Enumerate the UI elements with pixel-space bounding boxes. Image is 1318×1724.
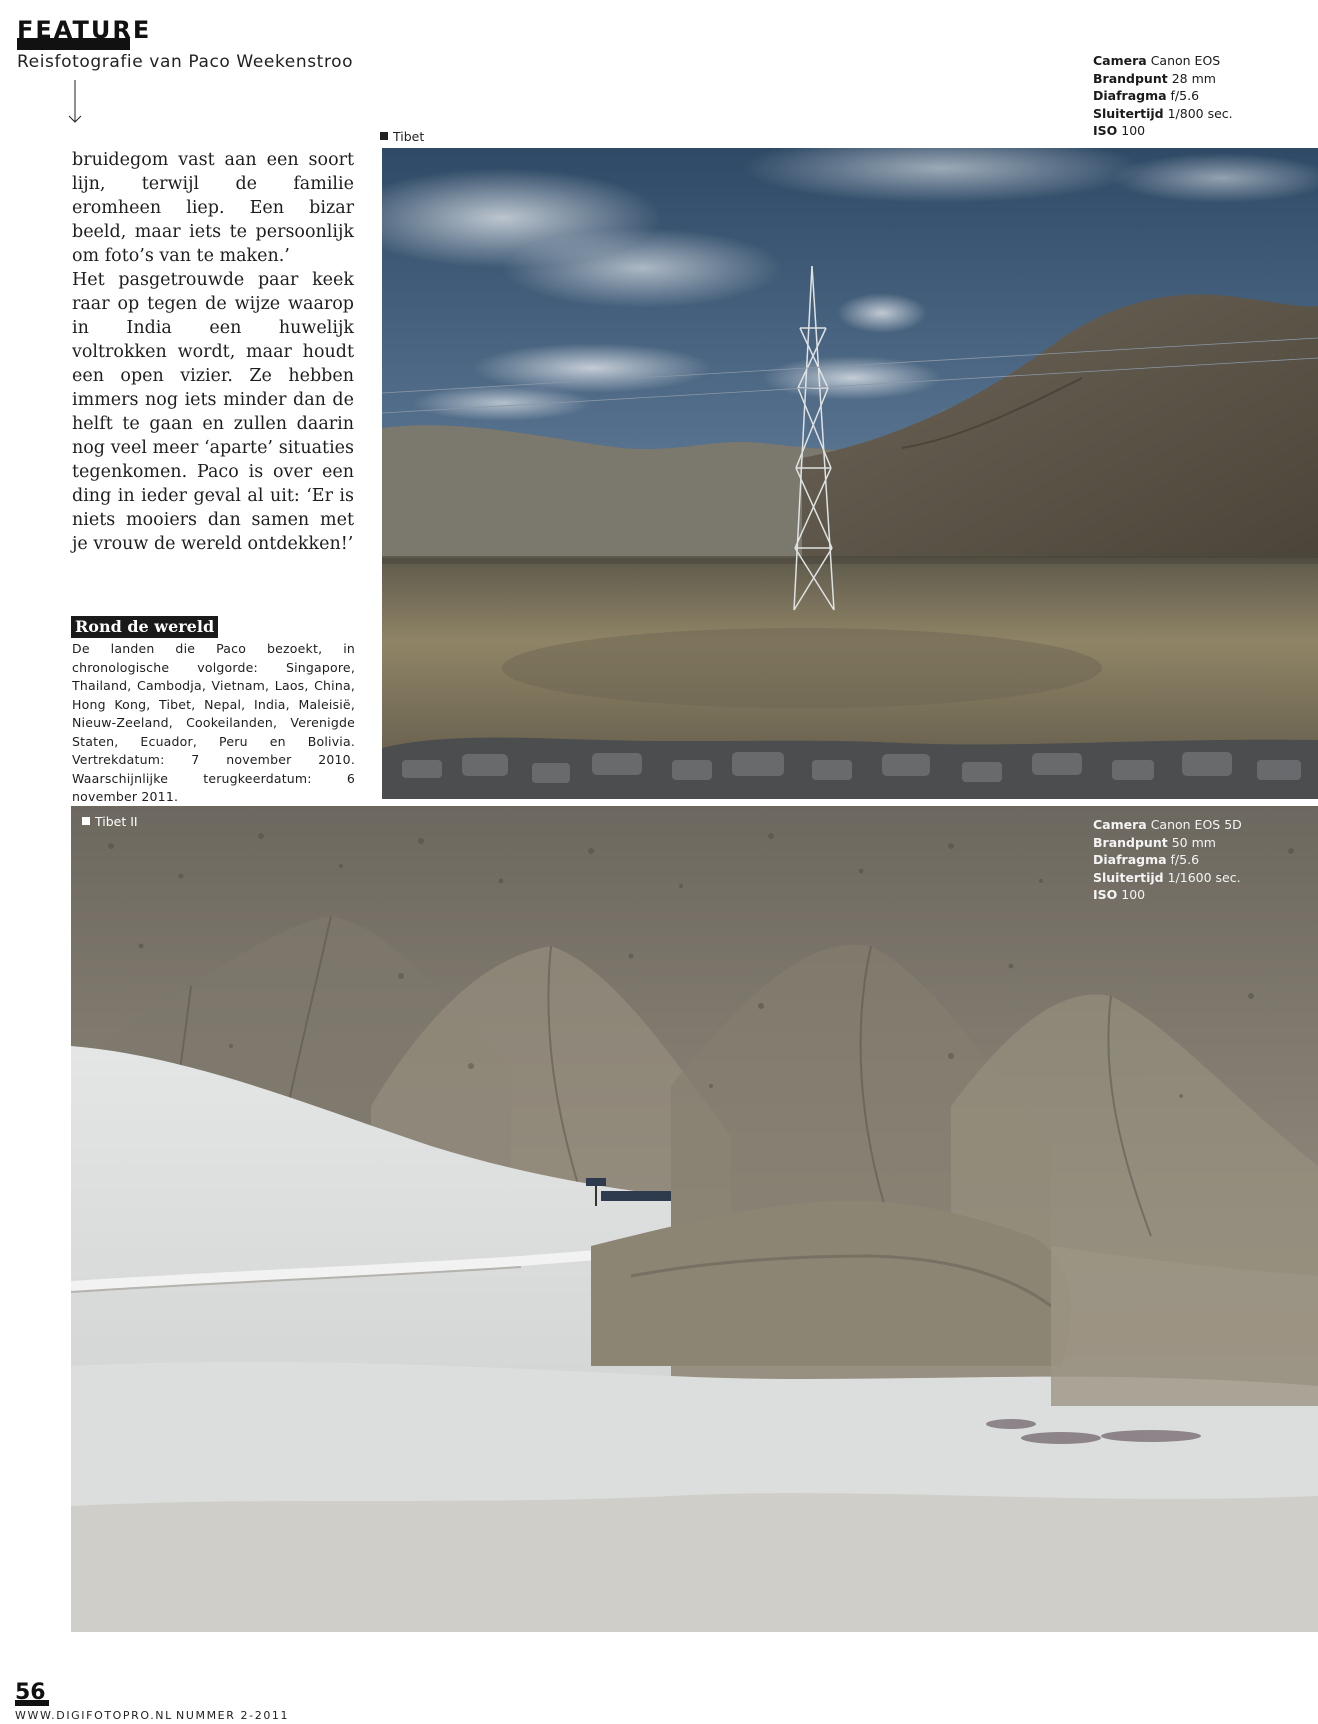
photo-specs (1093, 52, 1233, 140)
spec-label: Sluitertijd (1093, 105, 1164, 121)
photo-caption-text: Tibet II (95, 814, 138, 829)
spec-label: Sluitertijd (1093, 869, 1164, 885)
spec-value: f/5.6 (1170, 88, 1200, 104)
section-underline-bar (17, 38, 130, 50)
spec-label: Camera (1093, 53, 1147, 68)
spec-label: ISO (1093, 887, 1118, 903)
footer-website: WWW.DIGIFOTOPRO.NL (15, 1709, 173, 1722)
spec-row-shutter (1093, 869, 1242, 887)
photo-tibet-2 (71, 806, 1318, 1632)
photo-specs (1093, 816, 1242, 904)
spec-value: f/5.6 (1170, 852, 1200, 868)
spec-label: Camera (1093, 817, 1147, 832)
spec-value: Canon EOS 5D (1150, 817, 1242, 832)
spec-value: 100 (1121, 123, 1146, 139)
article-paragraph: bruidegom vast aan een soort lijn, terwijl de familie eromheen liep. Een bizar beeld, maar iets te persoonlijk om foto’s van te maken.’ (72, 150, 354, 266)
photo-caption-text: Tibet (393, 129, 425, 144)
spec-value: 28 mm (1171, 70, 1216, 86)
spec-value: 50 mm (1171, 834, 1216, 850)
spec-row-aperture (1093, 87, 1233, 105)
spec-label: Brandpunt (1093, 70, 1168, 86)
article-body (72, 148, 354, 556)
spec-row-iso (1093, 886, 1242, 904)
spec-row-focal (1093, 834, 1242, 852)
spec-value: 1/800 sec. (1167, 105, 1233, 121)
section-label: FEATURE (17, 18, 152, 39)
landscape-photo (382, 148, 1318, 799)
spec-row-camera (1093, 816, 1242, 834)
photo-caption (82, 815, 138, 829)
spec-value: 100 (1121, 887, 1146, 903)
spec-label: Diafragma (1093, 852, 1167, 868)
article-subtitle: Reisfotografie van Paco Weekenstroo (17, 52, 354, 72)
spec-value: 1/1600 sec. (1167, 869, 1241, 885)
footer-issue: NUMMER 2-2011 (176, 1709, 290, 1722)
spec-row-shutter (1093, 105, 1233, 123)
spec-label: Diafragma (1093, 88, 1167, 104)
landscape-photo (71, 806, 1318, 1632)
sidebar-title: Rond de wereld (71, 616, 218, 638)
article-paragraph: Het pasgetrouwde paar keek raar op tegen de wijze waarop in India een huwelijk voltrokken wordt, maar houdt een open vizier. Ze hebben immers nog iets minder dan de helft te gaan en zullen daarin nog veel meer ‘aparte’ situaties tegenkomen. Paco is over een ding in ieder geval al uit: ‘Er is niets mooiers dan samen met je vrouw de wereld ontdekken!’ (72, 270, 354, 554)
spec-row-iso (1093, 122, 1233, 140)
spec-label: Brandpunt (1093, 834, 1168, 850)
spec-row-focal (1093, 70, 1233, 88)
sidebar-text: De landen die Paco bezoekt, in chronologische volgorde: Singapore, Thailand, Cambodja, Vietnam, Laos, China, Hong Kong, Tibet, Nepal, India, Maleisië, Nieuw-Zeeland, Cookeilanden, Verenigde Staten, Ecuador, Peru en Bolivia. Vertrekdatum: 7 november 2010. Waarschijnlijke terugkeerdatum: 6 november 2011. (72, 641, 355, 804)
photo-tibet (382, 148, 1318, 799)
photo-caption (380, 130, 424, 144)
spec-label: ISO (1093, 123, 1118, 139)
square-bullet-icon (82, 817, 90, 825)
spec-row-camera (1093, 52, 1233, 70)
square-bullet-icon (380, 132, 388, 140)
page-number: 56 (15, 1680, 46, 1705)
arrow-down-icon (67, 80, 83, 124)
spec-value: Canon EOS (1150, 53, 1221, 68)
spec-row-aperture (1093, 851, 1242, 869)
